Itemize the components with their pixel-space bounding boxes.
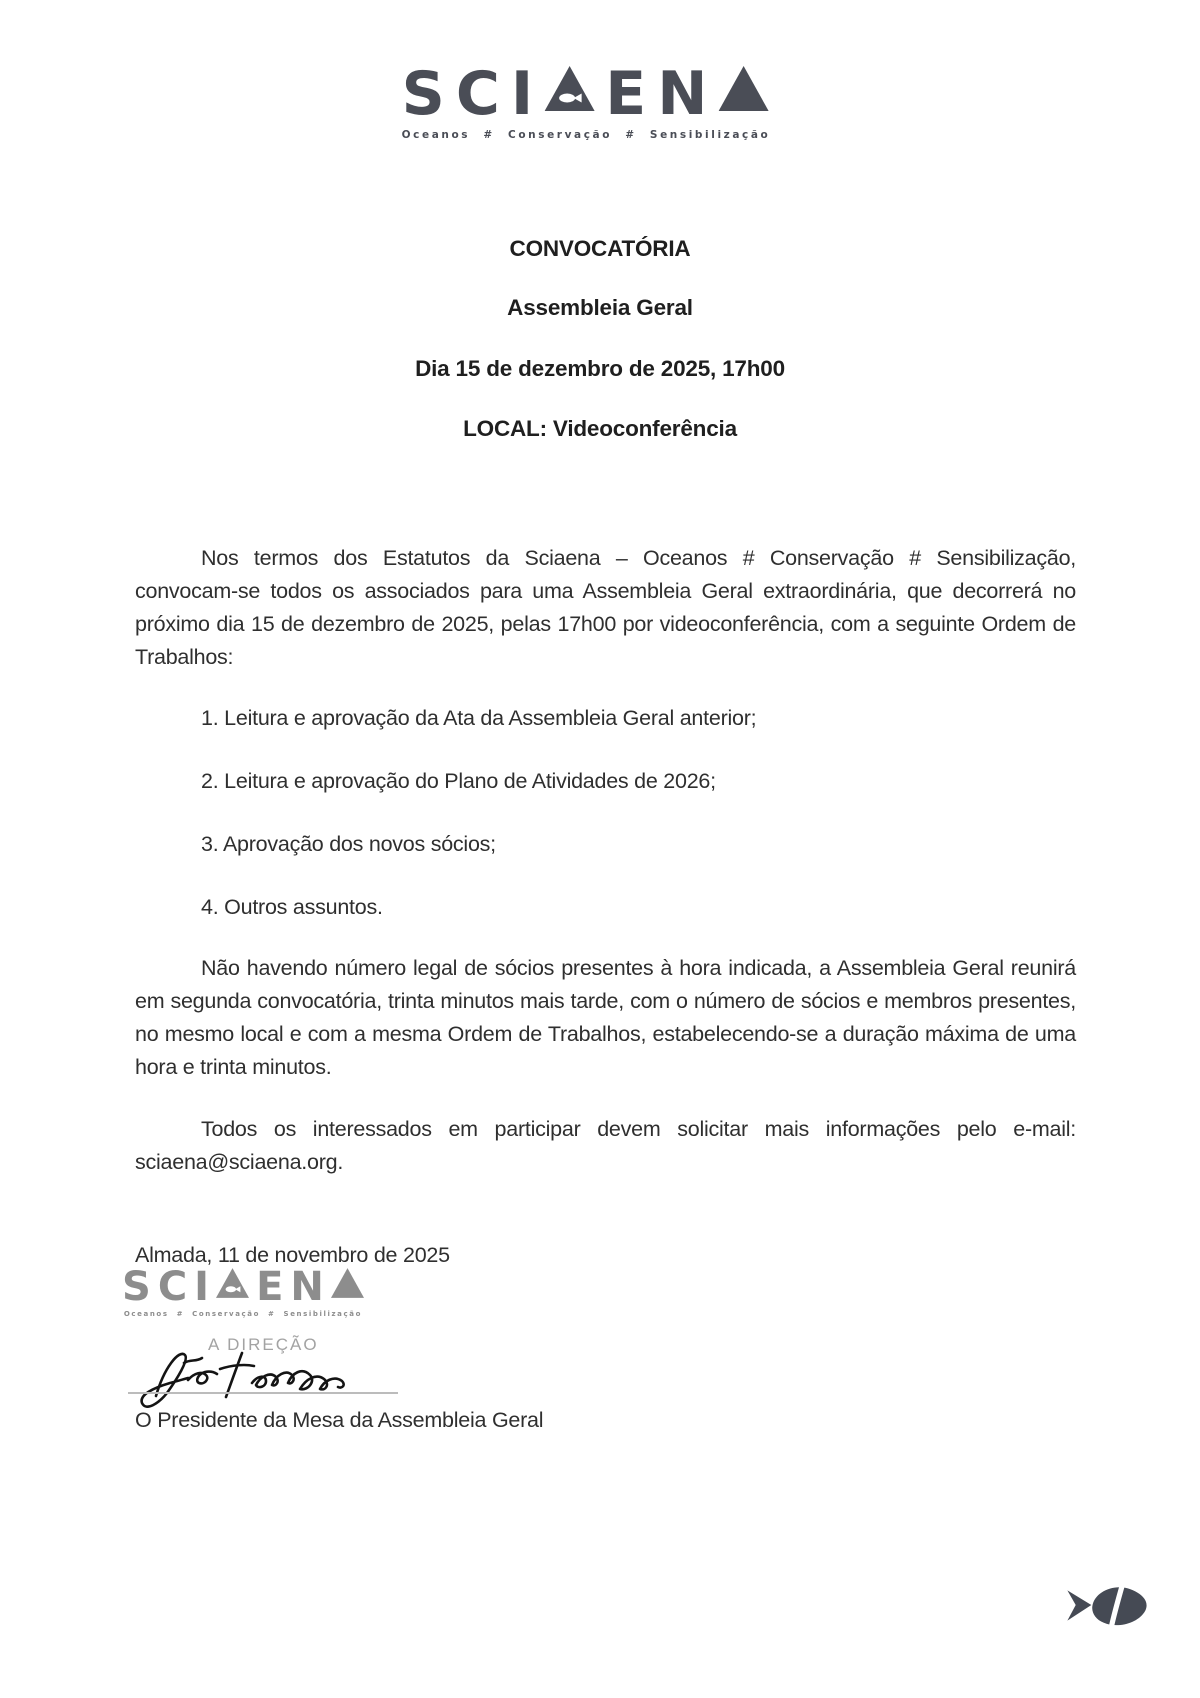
sciaena-wordmark <box>401 59 771 129</box>
fish-icon <box>1064 1580 1152 1630</box>
logo-letter: C <box>455 59 500 129</box>
agenda-item-4: 4. Outros assuntos. <box>201 895 383 919</box>
signer-title: O Presidente da Mesa da Assembleia Geral <box>135 1408 544 1432</box>
document-subtitle: Assembleia Geral <box>507 295 693 320</box>
logo-letter: S <box>122 1264 151 1310</box>
logo-letter: N <box>657 59 708 129</box>
meeting-location-line: LOCAL: Videoconferência <box>463 416 737 441</box>
quorum-paragraph: Não havendo número legal de sócios presentes à hora indicada, a Assembleia Geral reunirá em segunda convocatória, trinta minutos mais tarde, com o número de sócios e membros presentes, no mesmo local e com a mesma Ordem de Trabalhos, estabelecendo-se a duração máxima de uma hora e trinta minutos. <box>135 956 1076 1079</box>
logo-letter: E <box>605 59 647 129</box>
logo-letter: S <box>401 59 445 129</box>
document-title: CONVOCATÓRIA <box>509 236 691 261</box>
logo-letter-a-icon <box>718 66 768 111</box>
logo-letter: I <box>510 59 534 129</box>
stamp-tagline: Oceanos # Conservação # Sensibilização <box>123 1310 362 1318</box>
logo-letter: E <box>256 1264 284 1310</box>
place-date-line: Almada, 11 de novembro de 2025 <box>135 1243 450 1267</box>
sciaena-logo <box>401 59 771 141</box>
logo-letter-a-fish-icon <box>216 1268 249 1298</box>
intro-paragraph: Nos termos dos Estatutos da Sciaena – Oceanos # Conservação # Sensibilização, convocam-se todos os associados para uma Assembleia Geral extraordinária, que decorrerá no próximo dia 15 de dezembro de 2025, pelas 17h00 por videoconferência, com a seguinte Ordem de Trabalhos: <box>135 546 1076 669</box>
sciaena-stamp-logo <box>122 1264 364 1318</box>
logo-letter: I <box>194 1264 210 1310</box>
agenda-item-3: 3. Aprovação dos novos sócios; <box>201 832 496 856</box>
meeting-date-line: Dia 15 de dezembro de 2025, 17h00 <box>415 356 785 381</box>
logo-letter: N <box>290 1264 324 1310</box>
agenda-item-2: 2. Leitura e aprovação do Plano de Atividades de 2026; <box>201 769 716 793</box>
direction-label: A DIREÇÃO <box>208 1335 319 1354</box>
contact-paragraph: Todos os interessados em participar devem solicitar mais informações pelo e-mail: sciaena@sciaena.org. <box>135 1117 1076 1174</box>
logo-letter-a-icon <box>331 1268 364 1298</box>
logo-tagline: Oceanos # Conservação # Sensibilização <box>401 129 771 141</box>
stamp-wordmark <box>122 1264 364 1310</box>
agenda-list <box>201 702 1076 954</box>
logo-letter-a-fish-icon <box>544 66 594 111</box>
signature-line <box>128 1392 398 1394</box>
agenda-item-1: 1. Leitura e aprovação da Ata da Assembleia Geral anterior; <box>201 706 757 730</box>
logo-letter: C <box>157 1264 188 1310</box>
